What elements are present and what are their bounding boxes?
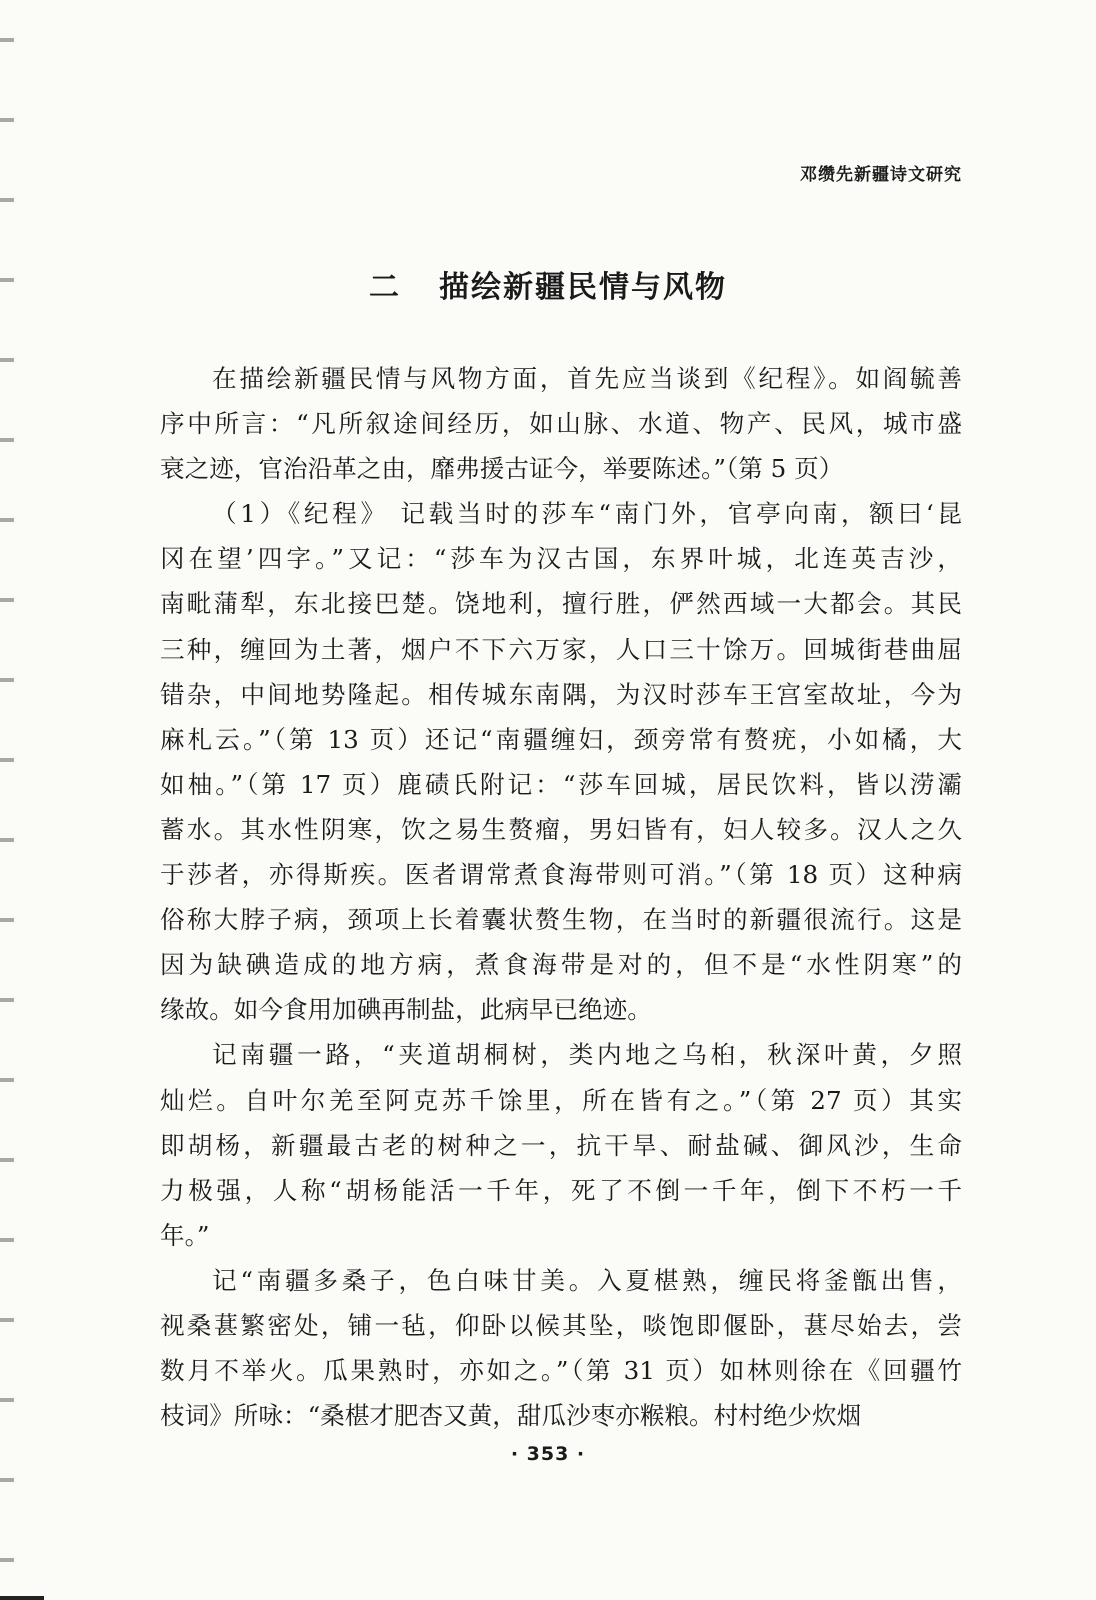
scan-binding-edge — [0, 0, 14, 1600]
text-line: 因为缺碘造成的地方病，煮食海带是对的，但不是“水性阴寒”的 — [160, 950, 962, 980]
text-line: 年。” — [160, 1220, 210, 1250]
page-number: · 353 · — [510, 1443, 586, 1465]
paragraph — [160, 1032, 962, 1257]
section-number: 二 — [369, 270, 401, 305]
text-line: 错杂，中间地势隆起。相传城东南隅，为汉时莎车王宫室故址，今为 — [160, 679, 962, 709]
text-line: 俗称大脖子病，颈项上长着囊状赘生物，在当时的新疆很流行。这是 — [160, 905, 962, 935]
text-line: 于莎者，亦得斯疾。医者谓常煮食海带则可消。”（第 18 页）这种病 — [160, 860, 962, 890]
body-text — [160, 356, 962, 1438]
scan-corner-mark — [0, 1596, 44, 1600]
text-line: 蓄水。其水性阴寒，饮之易生赘瘤，男妇皆有，妇人较多。汉人之久 — [160, 814, 962, 844]
paragraph — [160, 356, 962, 491]
text-line: 即胡杨，新疆最古老的树种之一，抗干旱、耐盐碱、御风沙，生命 — [160, 1130, 962, 1160]
text-line: 视桑葚繁密处，铺一毡，仰卧以候其坠，啖饱即偃卧，葚尽始去，尝 — [160, 1310, 962, 1340]
section-title — [0, 262, 1096, 306]
text-line: 南毗蒲犁，东北接巴楚。饶地利，擅行胜，俨然西域一大都会。其民 — [160, 589, 962, 619]
section-title-text: 描绘新疆民情与风物 — [439, 270, 727, 305]
text-line: 麻札云。”（第 13 页）还记“南疆缠妇，颈旁常有赘疣，小如橘，大 — [160, 724, 962, 754]
text-line: 在描绘新疆民情与风物方面，首先应当谈到《纪程》。如阎毓善 — [212, 364, 962, 393]
text-line: 如柚。”（第 17 页）鹿碛氏附记：“莎车回城，居民饮料，皆以涝灞 — [160, 769, 962, 799]
text-line: （1）《纪程》 记载当时的莎车“南门外，官亭向南，额曰‘昆 — [212, 499, 962, 529]
paragraph — [160, 491, 962, 1032]
text-line: 灿烂。自叶尔羌至阿克苏千馀里，所在皆有之。”（第 27 页）其实 — [160, 1085, 962, 1115]
text-line: 衰之迹，官治沿革之由，靡弗援古证今，举要陈述。”（第 5 页） — [160, 454, 844, 484]
text-line: 力极强，人称“胡杨能活一千年，死了不倒一千年，倒下不朽一千 — [160, 1175, 962, 1205]
text-line: 缘故。如今食用加碘再制盐，此病早已绝迹。 — [160, 995, 652, 1025]
text-line: 三种，缠回为土著，烟户不下六万家，人口三十馀万。回城街巷曲屈 — [160, 634, 962, 664]
running-head: 邓缵先新疆诗文研究 — [800, 165, 962, 185]
paragraph — [160, 1258, 962, 1438]
text-line: 枝词》所咏：“桑椹才肥杏又黄，甜瓜沙枣亦糇粮。村村绝少炊烟 — [160, 1401, 862, 1431]
text-line: 数月不举火。瓜果熟时，亦如之。”（第 31 页）如林则徐在《回疆竹 — [160, 1356, 962, 1386]
text-line: 记南疆一路，“夹道胡桐树，类内地之乌桕，秋深叶黄，夕照 — [212, 1040, 962, 1070]
text-line: 记“南疆多桑子，色白味甘美。入夏椹熟，缠民将釜甑出售， — [212, 1265, 962, 1295]
text-line: 冈在望’四字。”又记：“莎车为汉古国，东界叶城，北连英吉沙， — [160, 544, 962, 574]
text-line: 序中所言：“凡所叙途间经历，如山脉、水道、物产、民风，城市盛 — [160, 409, 962, 439]
